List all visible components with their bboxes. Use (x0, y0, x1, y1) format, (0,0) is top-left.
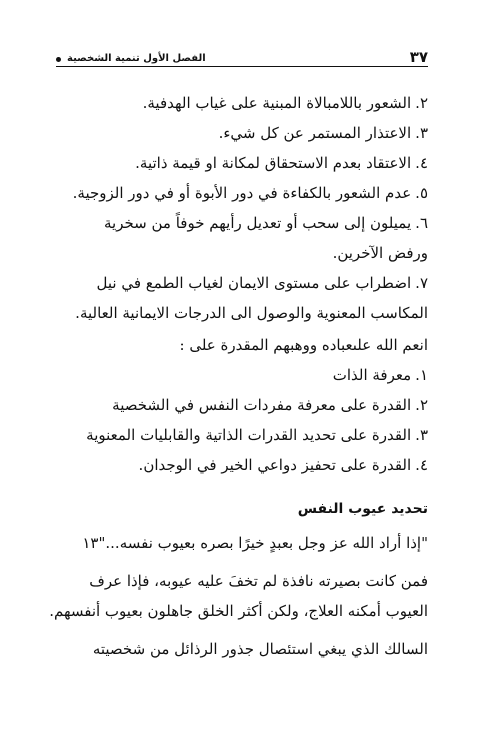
paragraph-line: العيوب أمكنه العلاج، ولكن أكثر الخلق جاهلون بعيوب أنفسهم. (49, 602, 428, 620)
list-item (52, 390, 428, 420)
list-item (52, 360, 428, 390)
section-heading: تحديد عيوب النفس (297, 501, 428, 517)
list-item (52, 88, 428, 118)
list-item-text: معرفة الذات (332, 366, 412, 384)
list-item-number: ٢. (415, 94, 428, 112)
quote-line: "إذا أراد الله عز وجل بعبدٍ خيرًا بصره بعيوب نفسه..."١٣ (82, 534, 428, 552)
list-item-number: ٣. (415, 426, 428, 444)
list-item-number: ٣. (415, 124, 428, 142)
list-item-number: ٤. (415, 154, 428, 172)
list-item-text: الاعتذار المستمر عن كل شيء. (218, 124, 412, 142)
header-rule (56, 66, 428, 67)
page-content (49, 88, 428, 664)
list-item-number: ٧. (415, 274, 428, 292)
list-item-text: يميلون إلى سحب أو تعديل رأيهم خوفاً من سخرية (104, 214, 412, 232)
intro-line: انعم الله علىعباده ووهبهم المقدرة على : (179, 336, 428, 354)
list-item (52, 118, 428, 148)
list-item-continuation: المكاسب المعنوية والوصول الى الدرجات الايمانية العالية. (75, 304, 428, 322)
list-item (52, 268, 428, 298)
page-number: ٣٧ (409, 48, 428, 66)
bullet-dot-icon (56, 57, 61, 62)
list-item-number: ٥. (415, 184, 428, 202)
list-item-text: القدرة على تحفيز دواعي الخير في الوجدان. (138, 456, 412, 474)
running-title-wrap (56, 52, 206, 66)
paragraph-line: السالك الذي يبغي استئصال جذور الرذائل من شخصيته (92, 640, 428, 658)
list-item (52, 208, 428, 238)
list-item (52, 148, 428, 178)
list-item-text: القدرة على معرفة مفردات النفس في الشخصية (112, 396, 412, 414)
list-item-text: الشعور باللامبالاة المبنية على غياب الهدفية. (142, 94, 412, 112)
list-item-text: الاعتقاد بعدم الاستحقاق لمكانة او قيمة ذاتية. (135, 154, 412, 172)
list-item-number: ٦. (415, 214, 428, 232)
running-title: الفصل الأول تنمية الشخصية (67, 53, 206, 64)
list-item-text: اضطراب على مستوى الايمان لغياب الطمع في نيل (96, 274, 412, 292)
list-item-continuation: ورفض الآخرين. (332, 244, 428, 262)
list-item-text: عدم الشعور بالكفاءة في دور الأبوة أو في دور الزوجية. (72, 184, 412, 202)
list-item (52, 178, 428, 208)
list-item (52, 450, 428, 480)
list-item-number: ٢. (415, 396, 428, 414)
paragraph-line: فمن كانت بصيرته نافذة لم تخفَ عليه عيوبه، فإذا عرف (89, 572, 428, 590)
list-item-number: ١. (415, 366, 428, 384)
list-item-number: ٤. (415, 456, 428, 474)
list-item-text: القدرة على تحديد القدرات الذاتية والقابليات المعنوية (86, 426, 412, 444)
page-header (56, 44, 428, 66)
list-item (52, 420, 428, 450)
